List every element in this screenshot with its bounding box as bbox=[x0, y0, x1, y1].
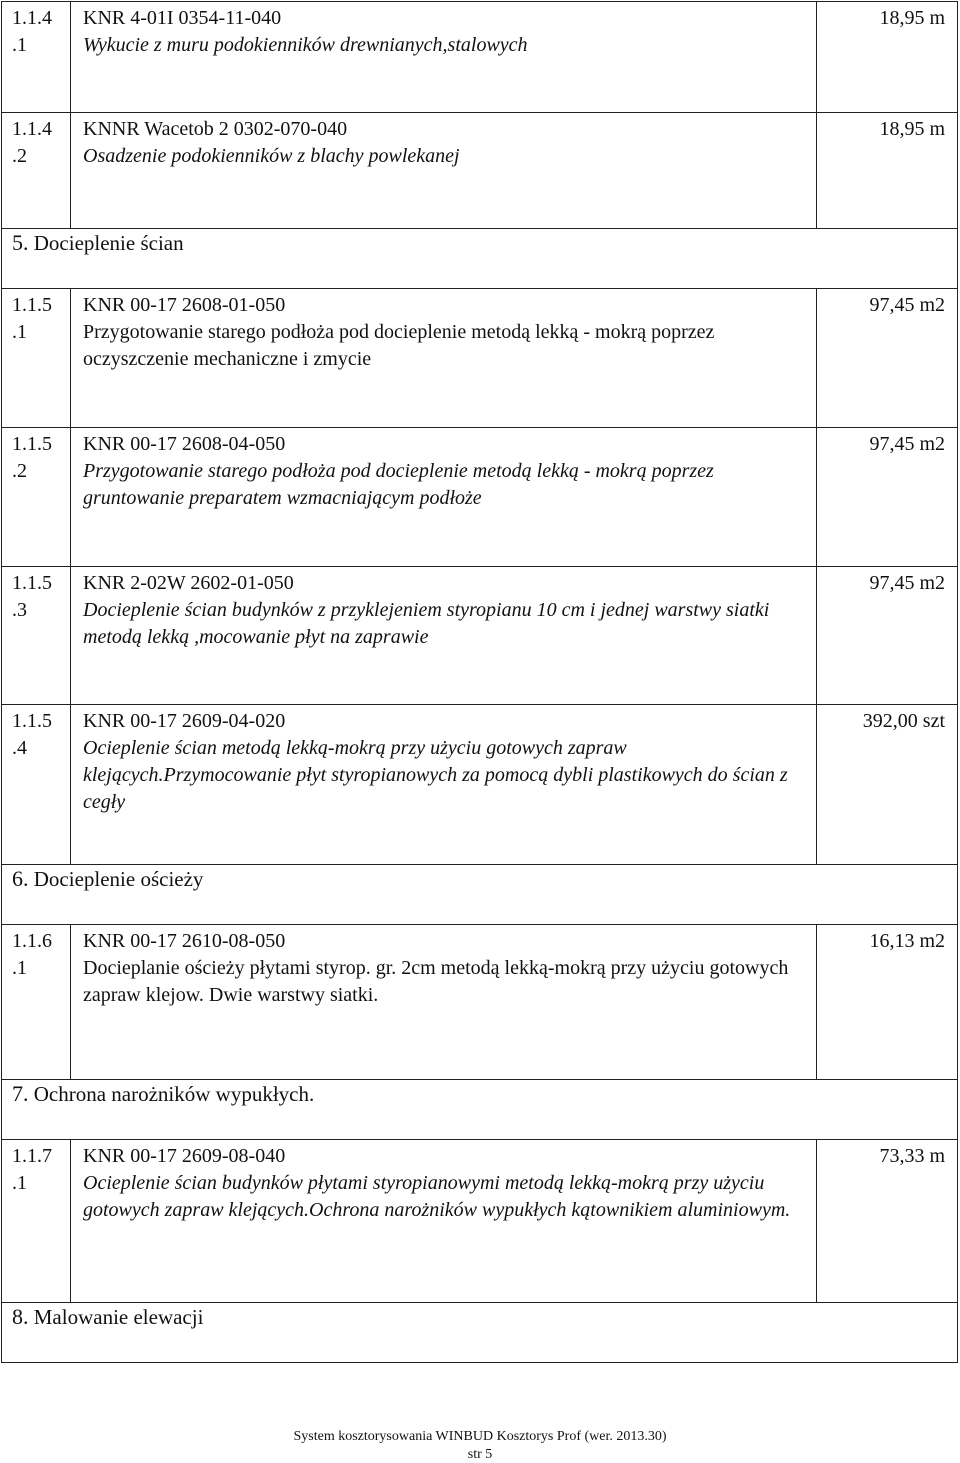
item-description-cell bbox=[71, 289, 817, 428]
norm-code: KNR 00-17 2609-04-020 bbox=[83, 710, 286, 732]
footer-system: System kosztorysowania WINBUD Kosztorys Prof (wer. 2013.30) bbox=[293, 1429, 667, 1444]
item-title: Przygotowanie starego podłoża pod docieplenie metodą lekką - mokrą poprzez gruntowanie preparatem wzmacniającym podłoże bbox=[83, 460, 714, 509]
norm-code: KNR 00-17 2608-04-050 bbox=[83, 433, 286, 455]
quantity-cell: 97,45 m2 bbox=[817, 289, 958, 428]
item-number-main: 1.1.5 bbox=[12, 572, 52, 594]
norm-code: KNNR Wacetob 2 0302-070-040 bbox=[83, 118, 348, 140]
table-row bbox=[2, 428, 958, 567]
item-description-cell bbox=[71, 567, 817, 705]
item-number-cell bbox=[2, 705, 71, 865]
section-row bbox=[2, 1080, 958, 1140]
item-description-cell bbox=[71, 925, 817, 1080]
item-number-main: 1.1.6 bbox=[12, 930, 52, 952]
table-row bbox=[2, 705, 958, 865]
quantity-cell: 97,45 m2 bbox=[817, 428, 958, 567]
item-number-cell bbox=[2, 2, 71, 113]
item-number-cell bbox=[2, 567, 71, 705]
item-description-cell bbox=[71, 113, 817, 229]
item-number-sub: .4 bbox=[12, 737, 27, 759]
section-row bbox=[2, 1303, 958, 1363]
norm-code: KNR 00-17 2608-01-050 bbox=[83, 294, 286, 316]
item-description-cell bbox=[71, 1140, 817, 1303]
table-row bbox=[2, 925, 958, 1080]
item-title: Docieplenie ścian budynków z przyklejeniem styropianu 10 cm i jednej warstwy siatki metodą lekką ,mocowanie płyt na zaprawie bbox=[83, 599, 770, 648]
section-label: Ochrona narożników wypukłych. bbox=[33, 1082, 315, 1106]
quantity-cell: 18,95 m bbox=[817, 113, 958, 229]
quantity-cell: 73,33 m bbox=[817, 1140, 958, 1303]
item-description-cell bbox=[71, 428, 817, 567]
table-row bbox=[2, 2, 958, 113]
norm-code: KNR 2-02W 2602-01-050 bbox=[83, 572, 294, 594]
item-number-main: 1.1.4 bbox=[12, 118, 52, 140]
footer-page-number: str 5 bbox=[467, 1447, 493, 1462]
section-heading bbox=[2, 865, 958, 925]
item-number-cell bbox=[2, 925, 71, 1080]
item-title: Docieplanie ościeży płytami styrop. gr. 2cm metodą lekką-mokrą przy użyciu gotowych zapraw klejow. Dwie warstwy siatki. bbox=[83, 957, 789, 1006]
item-number-main: 1.1.5 bbox=[12, 433, 52, 455]
section-label: Docieplenie ścian bbox=[33, 231, 184, 255]
quantity-cell: 392,00 szt bbox=[817, 705, 958, 865]
item-number-main: 1.1.5 bbox=[12, 294, 52, 316]
item-number-sub: .1 bbox=[12, 957, 27, 979]
norm-code: KNR 00-17 2610-08-050 bbox=[83, 930, 286, 952]
quantity-cell: 16,13 m2 bbox=[817, 925, 958, 1080]
section-heading bbox=[2, 229, 958, 289]
item-number-cell bbox=[2, 113, 71, 229]
item-number-cell bbox=[2, 289, 71, 428]
section-label: Docieplenie ościeży bbox=[33, 867, 204, 891]
item-number-sub: .3 bbox=[12, 599, 27, 621]
cost-estimate-table bbox=[1, 1, 958, 1363]
item-number-cell bbox=[2, 428, 71, 567]
item-title: Ocieplenie ścian metodą lekką-mokrą przy użyciu gotowych zapraw klejących.Przymocowanie płyt styropianowych za pomocą dybli plastikowych do ścian z cegły bbox=[83, 737, 788, 813]
item-title: Przygotowanie starego podłoża pod docieplenie metodą lekką - mokrą poprzez oczyszczenie mechaniczne i zmycie bbox=[83, 321, 715, 370]
table-row bbox=[2, 1140, 958, 1303]
quantity-cell: 97,45 m2 bbox=[817, 567, 958, 705]
item-number-sub: .1 bbox=[12, 34, 27, 56]
item-number-sub: .1 bbox=[12, 1172, 27, 1194]
item-number-sub: .2 bbox=[12, 145, 27, 167]
table-body bbox=[2, 2, 958, 1363]
section-number: 5. bbox=[12, 230, 29, 255]
section-heading bbox=[2, 1303, 958, 1363]
section-row bbox=[2, 229, 958, 289]
item-number-sub: .1 bbox=[12, 321, 27, 343]
item-title: Wykucie z muru podokienników drewnianych,stalowych bbox=[83, 34, 528, 56]
section-row bbox=[2, 865, 958, 925]
quantity-cell: 18,95 m bbox=[817, 2, 958, 113]
item-number-main: 1.1.5 bbox=[12, 710, 52, 732]
item-number-main: 1.1.7 bbox=[12, 1145, 52, 1167]
item-number-main: 1.1.4 bbox=[12, 7, 52, 29]
section-label: Malowanie elewacji bbox=[33, 1305, 204, 1329]
table-row bbox=[2, 113, 958, 229]
item-description-cell bbox=[71, 705, 817, 865]
item-description-cell bbox=[71, 2, 817, 113]
item-number-sub: .2 bbox=[12, 460, 27, 482]
item-number-cell bbox=[2, 1140, 71, 1303]
norm-code: KNR 4-01I 0354-11-040 bbox=[83, 7, 282, 29]
table-row bbox=[2, 567, 958, 705]
section-number: 7. bbox=[12, 1081, 29, 1106]
section-number: 8. bbox=[12, 1304, 29, 1329]
item-title: Osadzenie podokienników z blachy powlekanej bbox=[83, 145, 460, 167]
table-row bbox=[2, 289, 958, 428]
item-title: Ocieplenie ścian budynków płytami styropianowymi metodą lekką-mokrą przy użyciu gotowych zapraw klejących.Ochrona narożników wypukłych kątownikiem aluminiowym. bbox=[83, 1172, 791, 1221]
section-number: 6. bbox=[12, 866, 29, 891]
norm-code: KNR 00-17 2609-08-040 bbox=[83, 1145, 286, 1167]
section-heading bbox=[2, 1080, 958, 1140]
